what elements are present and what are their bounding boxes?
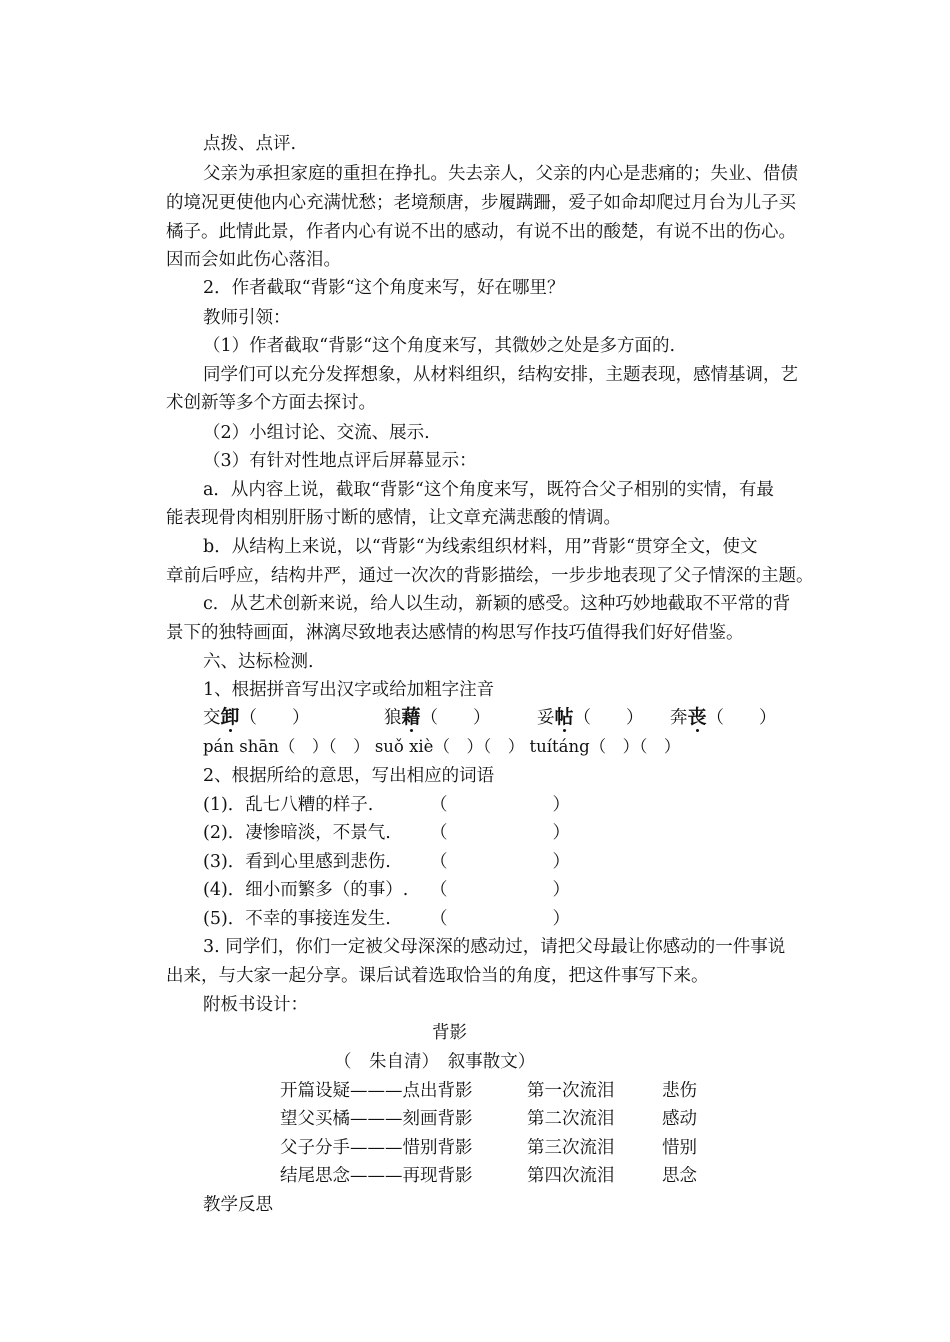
board-row-left: 父子分手———惜别背影 — [280, 1138, 473, 1158]
question-title: 1、根据拼音写出汉字或给加粗字注音 — [203, 680, 495, 700]
question-title: 2．作者截取“背影“这个角度来写，好在哪里？ — [203, 278, 565, 298]
question-title: 3. 同学们，你们一定被父母深深的感动过，请把父母最让你感动的一件事说 — [203, 937, 786, 957]
text-line: （2）小组讨论、交流、展示. — [203, 423, 430, 443]
board-row-right: 感动 — [662, 1109, 697, 1129]
char-item: 奔丧（ ） — [670, 706, 777, 728]
text-line: a．从内容上说，截取“背影“这个角度来写，既符合父子相别的实情，有最 — [203, 480, 774, 500]
text-line: 的境况更使他内心充满忧愁；老境颓唐，步履蹒跚，爱子如命却爬过月台为儿子买 — [166, 193, 796, 213]
pinyin-row: pán shān（ ）（ ） suǒ xiè（ ）（ ） tuítáng（ ）（ ） — [203, 737, 681, 756]
board-row-middle: 第四次流泪 — [527, 1166, 615, 1186]
answer-blank: （ ） — [430, 823, 570, 843]
emphasized-char: 丧 — [687, 706, 707, 728]
board-row-middle: 第二次流泪 — [527, 1109, 615, 1129]
text-line: 能表现骨肉相别肝肠寸断的感情，让文章充满悲酸的情调。 — [166, 508, 621, 528]
board-title: 背影 — [432, 1023, 467, 1043]
text-line: 教师引领： — [203, 308, 291, 328]
text-line: 同学们可以充分发挥想象，从材料组织，结构安排，主题表现，感情基调，艺 — [203, 365, 798, 385]
text-line: 点拨、点评. — [203, 134, 297, 154]
text-line: 父亲为承担家庭的重担在挣扎。失去亲人，父亲的内心是悲痛的；失业、借债 — [203, 164, 798, 184]
board-row-left: 结尾思念———再现背影 — [280, 1166, 473, 1186]
text-line: 因而会如此伤心落泪。 — [166, 250, 341, 270]
char-item: 妥帖（ ） — [537, 706, 644, 728]
board-row-right: 惜别 — [662, 1138, 697, 1158]
question-title: 2、根据所给的意思，写出相应的词语 — [203, 766, 495, 786]
answer-blank: （ ） — [430, 852, 570, 872]
board-row-left: 望父买橘———刻画背影 — [280, 1109, 473, 1129]
definition-item: (3)．看到心里感到悲伤. — [203, 852, 391, 872]
text-line: （3）有针对性地点评后屏幕显示： — [203, 451, 477, 471]
board-label: 附板书设计： — [203, 995, 308, 1015]
board-subtitle: （ 朱自清） 叙事散文） — [334, 1052, 536, 1072]
emphasized-char: 卸 — [220, 706, 240, 728]
reflection-heading: 教学反思 — [203, 1195, 273, 1215]
board-row-right: 悲伤 — [662, 1081, 697, 1101]
char-item: 狼藉（ ） — [384, 706, 491, 728]
board-row-middle: 第一次流泪 — [527, 1081, 615, 1101]
text-line: 出来，与大家一起分享。课后试着选取恰当的角度，把这件事写下来。 — [166, 966, 709, 986]
board-row-middle: 第三次流泪 — [527, 1138, 615, 1158]
text-line: （1）作者截取“背影“这个角度来写，其微妙之处是多方面的. — [203, 336, 676, 356]
text-line: 术创新等多个方面去探讨。 — [166, 393, 376, 413]
emphasized-char: 帖 — [554, 706, 574, 728]
text-line: 橘子。此情此景，作者内心有说不出的感动，有说不出的酸楚，有说不出的伤心。 — [166, 222, 796, 242]
definition-item: (1)．乱七八糟的样子. — [203, 795, 374, 815]
text-line: c．从艺术创新来说，给人以生动，新颖的感受。这种巧妙地截取不平常的背 — [203, 594, 791, 614]
definition-item: (2)．凄惨暗淡，不景气. — [203, 823, 391, 843]
definition-item: (4)．细小而繁多（的事）. — [203, 880, 409, 900]
board-row-left: 开篇设疑———点出背影 — [280, 1081, 473, 1101]
definition-item: (5)．不幸的事接连发生. — [203, 909, 391, 929]
text-line: b．从结构上来说，以“背影“为线索组织材料，用”背影“贯穿全文，使文 — [203, 537, 758, 557]
answer-blank: （ ） — [430, 795, 570, 815]
char-item: 交卸（ ） — [203, 706, 310, 728]
text-line: 景下的独特画面，淋漓尽致地表达感情的构思写作技巧值得我们好好借鉴。 — [166, 623, 744, 643]
emphasized-char: 藉 — [401, 706, 421, 728]
answer-blank: （ ） — [430, 880, 570, 900]
text-line: 章前后呼应，结构井严，通过一次次的背影描绘，一步步地表现了父子情深的主题。 — [166, 566, 814, 586]
section-heading: 六、达标检测. — [203, 652, 314, 672]
board-row-right: 思念 — [662, 1166, 697, 1186]
answer-blank: （ ） — [430, 909, 570, 929]
